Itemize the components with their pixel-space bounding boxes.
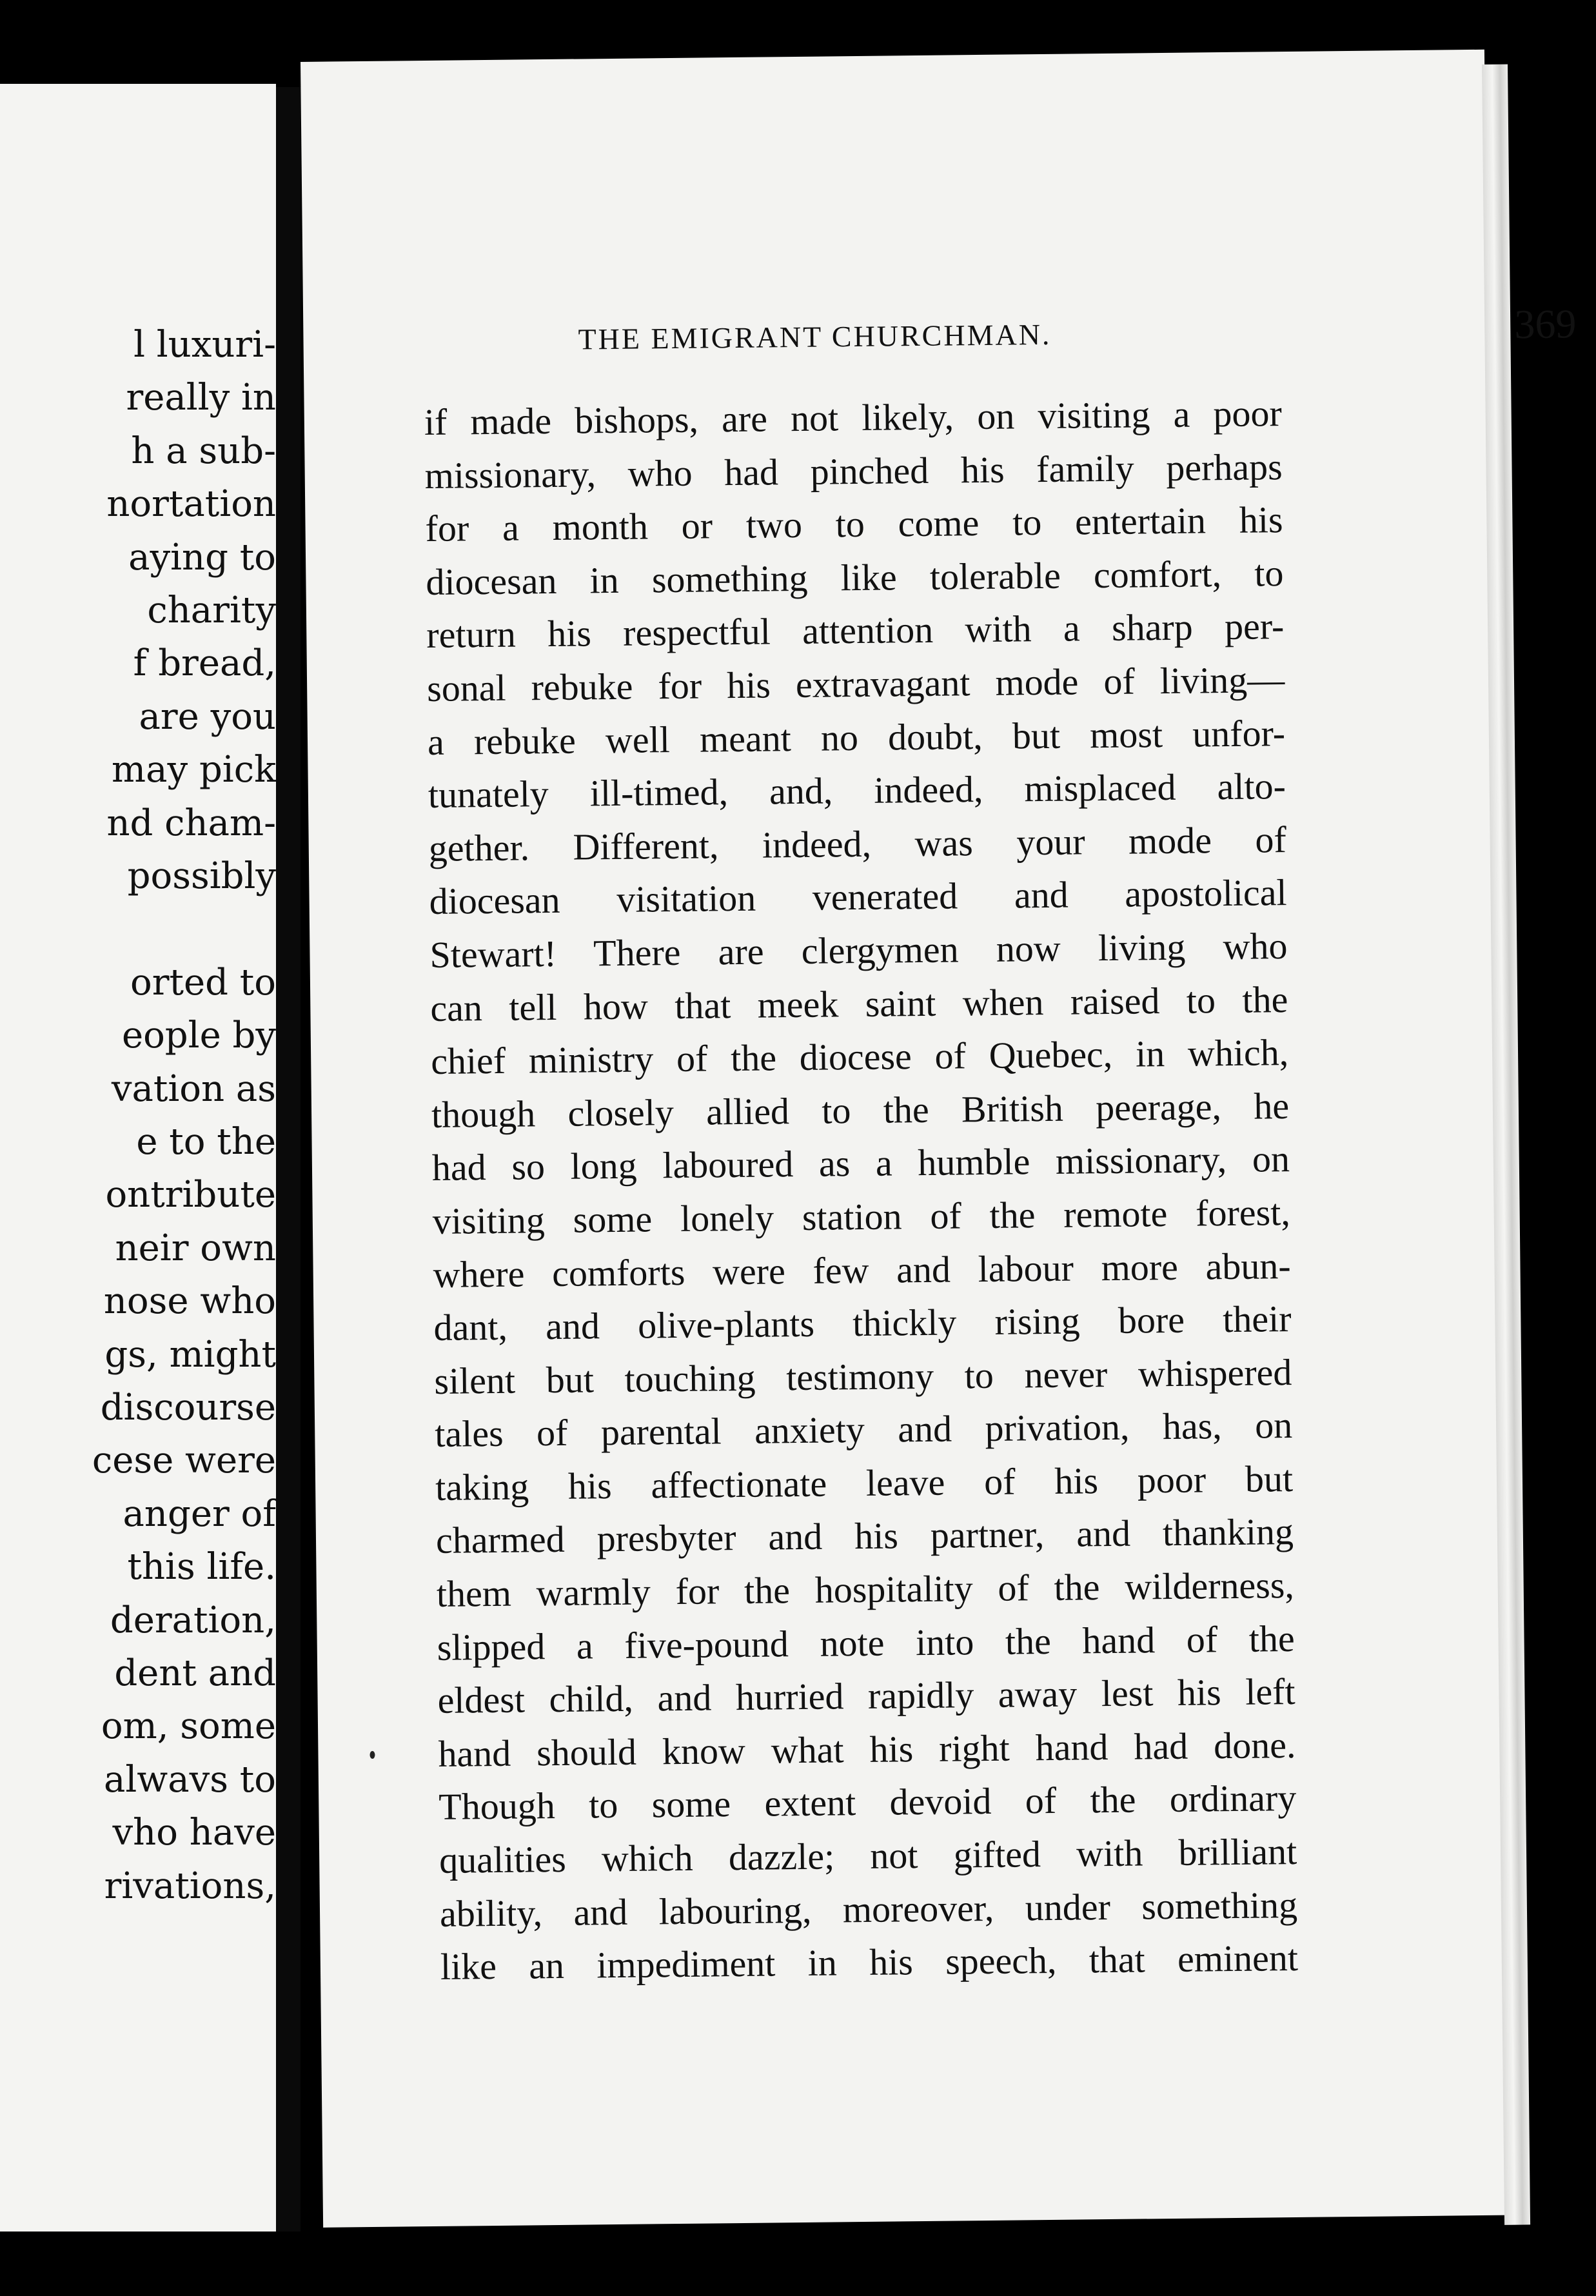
left-page-line: are you — [139, 695, 276, 738]
text-line: eldest child, and hurried rapidly away lest his left — [437, 1670, 1296, 1722]
left-page-line: anger of — [123, 1492, 276, 1535]
right-page — [300, 50, 1577, 2228]
text-line: return his respectful attention with a sharp per- — [426, 605, 1285, 657]
left-page-line: l luxuri- — [133, 324, 276, 366]
text-line: chief ministry of the diocese of Quebec, in which, — [430, 1031, 1289, 1083]
left-page-line: nose who — [103, 1280, 276, 1323]
text-line: tunately ill-timed, and, indeed, misplaced alto- — [428, 765, 1286, 816]
running-head-title: THE EMIGRANT CHURCHMAN. — [578, 317, 1052, 356]
text-line: them warmly for the hospitality of the wilderness, — [436, 1564, 1295, 1615]
left-page-line: alwavs to — [103, 1758, 276, 1801]
text-line: ability, and labouring, moreover, under something — [439, 1883, 1298, 1935]
text-line: Though to some extent devoid of the ordinary — [438, 1777, 1297, 1828]
text-line: gether. Different, indeed, was your mode of — [428, 818, 1287, 869]
left-page-line: vho have — [112, 1812, 276, 1854]
text-line: though closely allied to the British peerage, he — [431, 1084, 1290, 1136]
text-line: charmed presbyter and his partner, and thanking — [435, 1510, 1294, 1562]
left-page-line: om, some — [101, 1705, 276, 1748]
left-page-line: aying to — [128, 536, 276, 579]
left-page-line: really in — [126, 377, 276, 419]
body-text — [424, 387, 1298, 1994]
left-page-line: vation as — [111, 1067, 276, 1110]
text-line: visiting some lonely station of the remote forest, — [432, 1191, 1291, 1242]
ink-speck — [369, 1751, 375, 1759]
text-line: hand should know what his right hand had done. — [438, 1723, 1296, 1775]
left-page-line: f bread, — [133, 642, 276, 685]
book-gutter — [276, 87, 300, 2232]
left-page-line: discourse — [100, 1387, 276, 1429]
text-line: missionary, who had pinched his family perhaps — [424, 445, 1283, 497]
left-page-line: neir own — [115, 1227, 276, 1269]
text-line: dant, and olive-plants thickly rising bore their — [433, 1298, 1292, 1349]
left-page-line: ontribute — [105, 1174, 276, 1216]
text-line: for a month or two to come to entertain his — [425, 499, 1283, 550]
text-line: slipped a five-pound note into the hand of the — [437, 1617, 1296, 1668]
left-page-line: possibly — [127, 855, 276, 897]
left-page-line: orted to — [130, 961, 276, 1004]
text-line: sonal rebuke for his extravagant mode of living— — [426, 658, 1285, 709]
left-page-line: e to the — [136, 1121, 276, 1163]
text-line: diocesan visitation venerated and apostolical — [429, 871, 1287, 923]
left-page — [0, 84, 276, 2232]
left-page-line: h a sub- — [131, 430, 276, 472]
left-page-line: dent and — [114, 1652, 276, 1694]
text-line: silent but touching testimony to never whispered — [434, 1351, 1292, 1402]
left-page-line: eople by — [121, 1014, 276, 1057]
left-page-line: cese were — [92, 1440, 276, 1482]
text-line: if made bishops, are not likely, on visiting a poor — [424, 392, 1283, 444]
left-page-line: gs, might — [104, 1333, 276, 1376]
left-page-line: rivations, — [104, 1865, 276, 1907]
text-line: qualities which dazzle; not gifted with brilliant — [438, 1830, 1297, 1881]
left-page-line: deration, — [110, 1599, 276, 1641]
left-page-line: nd cham- — [106, 802, 276, 844]
text-line: like an impediment in his speech, that eminent — [440, 1937, 1299, 1988]
left-page-line: nortation — [106, 483, 276, 526]
text-line: can tell how that meek saint when raised to the — [430, 978, 1288, 1029]
left-page-line: charity — [147, 589, 276, 631]
page-number: 369 — [1513, 301, 1577, 348]
text-line: Stewart! There are clergymen now living who — [429, 924, 1288, 976]
text-line: taking his affectionate leave of his poor but — [435, 1457, 1294, 1509]
text-line: had so long laboured as a humble missionary, on — [431, 1138, 1290, 1189]
text-line: diocesan in something like tolerable comfort, to — [426, 551, 1284, 603]
text-line: where comforts were few and labour more abun- — [433, 1244, 1291, 1296]
left-page-line: this life. — [127, 1546, 276, 1588]
left-page-line: may pick — [112, 749, 276, 791]
text-line: tales of parental anxiety and privation, has, on — [434, 1404, 1293, 1456]
text-line: a rebuke well meant no doubt, but most unfor- — [427, 711, 1286, 763]
running-head — [578, 300, 1577, 368]
